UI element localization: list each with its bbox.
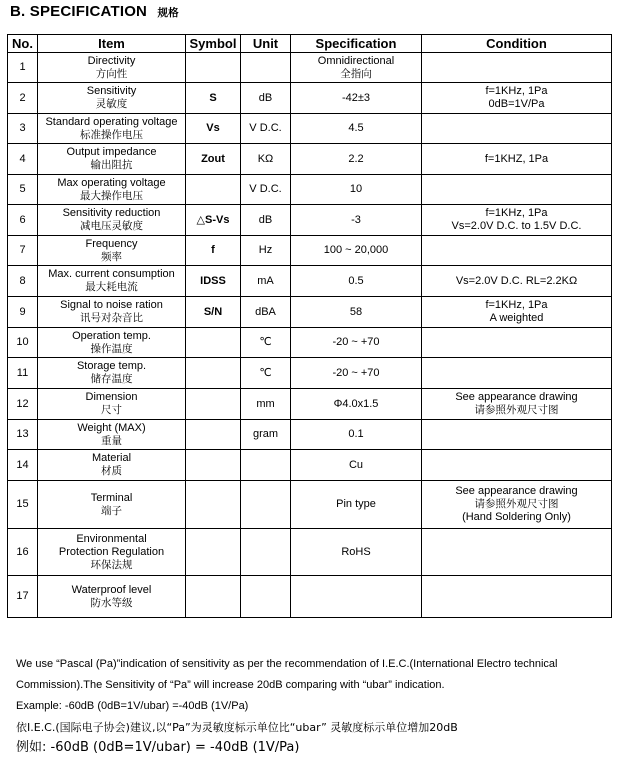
condition-cell: [422, 205, 612, 236]
specification-value: Cu: [348, 458, 364, 471]
condition-cell: [422, 144, 612, 175]
unit-cell: [241, 144, 291, 175]
specification-cell: [291, 576, 422, 618]
item-name-cn: 方向性: [95, 67, 128, 80]
condition-line: f=1KHZ, 1Pa: [484, 152, 549, 165]
specification-cell: [291, 205, 422, 236]
condition-cell: [422, 83, 612, 114]
table-row: [8, 576, 612, 618]
table-row: [8, 481, 612, 529]
specification-cell: [291, 144, 422, 175]
symbol-text: Zout: [201, 152, 225, 165]
specification-value: 0.5: [348, 274, 364, 287]
unit-text: V D.C.: [249, 183, 282, 195]
symbol-cell: [186, 328, 241, 358]
condition-cell: [422, 297, 612, 328]
unit-cell: [241, 481, 291, 529]
col-header-no: No.: [8, 35, 38, 53]
row-number: [8, 297, 38, 328]
item-name-cn: 减电压灵敏度: [80, 220, 143, 232]
specification-value: RoHS: [341, 545, 371, 558]
condition-line: Vs=2.0V D.C. RL=2.2KΩ: [455, 274, 578, 287]
row-number-text: 10: [16, 336, 29, 348]
item-cell: [38, 328, 186, 358]
unit-cell: [241, 205, 291, 236]
item-name-cn: 灵敏度: [95, 98, 128, 110]
item-name: Directivity: [87, 54, 136, 67]
table-row: [8, 236, 612, 266]
row-number-text: 17: [16, 590, 29, 602]
row-number: [8, 266, 38, 297]
row-number-text: 2: [19, 91, 26, 104]
unit-cell: [241, 266, 291, 297]
condition-line: 请参照外观尺寸图: [474, 404, 559, 416]
specification-cell: [291, 83, 422, 114]
note-line-1: We use “Pascal (Pa)”indication of sensitivity as per the recommendation of I.E.C.(International Electro technical: [16, 658, 558, 670]
row-number-text: 4: [19, 152, 26, 165]
specification-value: Pin type: [336, 498, 376, 510]
col-header-item: Item: [38, 35, 186, 53]
item-name-cn: 端子: [101, 504, 122, 517]
table-row: [8, 144, 612, 175]
specification-value: 10: [349, 183, 363, 195]
item-name: Weight (MAX): [77, 421, 146, 434]
unit-cell: [241, 236, 291, 266]
specification-value: 0.1: [348, 428, 364, 440]
symbol-cell: [186, 576, 241, 618]
row-number: [8, 53, 38, 83]
condition-cell: [422, 175, 612, 205]
table-row: [8, 53, 612, 83]
row-number: [8, 420, 38, 450]
item-cell: [38, 175, 186, 205]
item-name-cn: 防水等级: [90, 596, 133, 609]
table-row: [8, 297, 612, 328]
symbol-cell: [186, 205, 241, 236]
item-cell: [38, 53, 186, 83]
symbol-cell: [186, 358, 241, 389]
item-name: Storage temp.: [76, 360, 147, 372]
item-name: Frequency: [85, 237, 138, 250]
row-number-text: 15: [16, 498, 29, 510]
col-header-unit: Unit: [241, 35, 291, 53]
table-row: [8, 389, 612, 420]
item-name: Output impedance: [66, 146, 157, 158]
row-number: [8, 114, 38, 144]
item-name-cn: 尺寸: [101, 404, 122, 416]
row-number: [8, 529, 38, 576]
symbol-cell: [186, 266, 241, 297]
condition-line: f=1KHz, 1Pa: [485, 207, 548, 219]
condition-cell: [422, 420, 612, 450]
unit-cell: [241, 297, 291, 328]
unit-cell: [241, 83, 291, 114]
item-name-cn: 储存温度: [90, 373, 133, 385]
row-number-text: 6: [19, 213, 26, 226]
table-row: [8, 328, 612, 358]
item-cell: [38, 358, 186, 389]
symbol-cell: [186, 236, 241, 266]
item-cell: [38, 83, 186, 114]
table-row: [8, 266, 612, 297]
specification-value: Omnidirectional: [317, 54, 395, 67]
condition-cell: [422, 450, 612, 481]
symbol-cell: [186, 450, 241, 481]
item-cell: [38, 236, 186, 266]
unit-text: dB: [258, 91, 273, 104]
col-header-specification: Specification: [291, 35, 422, 53]
row-number: [8, 144, 38, 175]
condition-line: See appearance drawing: [455, 391, 578, 403]
specification-cell: [291, 481, 422, 529]
item-cell: [38, 297, 186, 328]
unit-text: ℃: [259, 336, 272, 348]
specification-value: -20 ~ +70: [332, 336, 380, 348]
specification-cell: [291, 236, 422, 266]
item-name-cn: 最大操作电压: [80, 189, 143, 202]
unit-text: Hz: [258, 244, 273, 256]
unit-cell: [241, 420, 291, 450]
specification-cell: [291, 53, 422, 83]
specification-cell: [291, 450, 422, 481]
condition-cell: [422, 358, 612, 389]
item-name: Standard operating voltage: [45, 115, 178, 128]
row-number-text: 8: [19, 274, 26, 287]
item-cell: [38, 205, 186, 236]
unit-cell: [241, 358, 291, 389]
symbol-text: f: [211, 244, 215, 256]
unit-cell: [241, 450, 291, 481]
condition-line: See appearance drawing: [455, 485, 578, 497]
condition-line: f=1KHz, 1Pa: [485, 299, 548, 311]
specification-value: -42±3: [341, 91, 371, 104]
item-name: Sensitivity reduction: [62, 207, 161, 219]
table-row: [8, 114, 612, 144]
unit-cell: [241, 529, 291, 576]
item-cell: [38, 420, 186, 450]
row-number: [8, 358, 38, 389]
row-number: [8, 205, 38, 236]
unit-text: ℃: [259, 366, 272, 379]
row-number: [8, 450, 38, 481]
item-name-cn: 操作温度: [90, 342, 133, 355]
row-number-text: 1: [19, 61, 26, 73]
unit-cell: [241, 328, 291, 358]
specification-cell: [291, 420, 422, 450]
condition-cell: [422, 236, 612, 266]
unit-cell: [241, 389, 291, 420]
symbol-text: IDSS: [200, 274, 226, 287]
symbol-cell: [186, 529, 241, 576]
specification-cell: [291, 297, 422, 328]
unit-text: mm: [256, 397, 275, 410]
unit-cell: [241, 114, 291, 144]
item-cell: [38, 114, 186, 144]
note-line-5: 例如: -60dB (0dB=1V/ubar) = -40dB (1V/Pa): [16, 740, 300, 755]
col-header-symbol: Symbol: [186, 35, 241, 53]
unit-text: dBA: [255, 305, 276, 318]
specification-table: [7, 34, 612, 618]
row-number: [8, 576, 38, 618]
symbol-cell: [186, 481, 241, 529]
item-name-cn: 重量: [101, 434, 122, 447]
specification-cell: [291, 358, 422, 389]
note-line-3: Example: -60dB (0dB=1V/ubar) =-40dB (1V/Pa): [16, 700, 249, 712]
specification-value: 58: [349, 305, 363, 318]
item-name-cn: 材质: [101, 465, 122, 477]
symbol-cell: [186, 144, 241, 175]
table-row: [8, 450, 612, 481]
condition-line: 0dB=1V/Pa: [488, 98, 545, 110]
symbol-text: S: [209, 91, 217, 104]
condition-cell: [422, 529, 612, 576]
row-number-text: 11: [16, 366, 29, 379]
specification-cell: [291, 266, 422, 297]
row-number-text: 3: [19, 122, 26, 134]
specification-cell: [291, 114, 422, 144]
unit-cell: [241, 53, 291, 83]
condition-cell: [422, 389, 612, 420]
condition-cell: [422, 576, 612, 618]
row-number-text: 12: [16, 397, 29, 410]
specification-value: -3: [351, 213, 361, 226]
table-row: [8, 529, 612, 576]
unit-text: V D.C.: [249, 122, 282, 134]
condition-line: f=1KHz, 1Pa: [485, 85, 548, 97]
item-name: Terminal: [90, 491, 133, 504]
item-name: Sensitivity: [86, 85, 137, 97]
condition-cell: [422, 328, 612, 358]
specification-value: 100 ~ 20,000: [323, 244, 389, 256]
item-name-cn: 最大耗电流: [85, 281, 138, 293]
item-name-cn: 讯号对杂音比: [80, 312, 143, 324]
specification-value: 4.5: [348, 122, 364, 134]
specification-value: -20 ~ +70: [332, 366, 380, 379]
condition-cell: [422, 266, 612, 297]
specification-value-cn: 全指向: [340, 67, 372, 80]
table-header-row: [8, 35, 612, 53]
row-number: [8, 83, 38, 114]
note-line-4: 依I.E.C.(国际电子协会)建议,以“Pa”为灵敏度标示单位比“ubar” 灵敏度标示单位增加20dB: [16, 721, 458, 734]
symbol-cell: [186, 175, 241, 205]
unit-cell: [241, 175, 291, 205]
section-title-en: B. SPECIFICATION: [10, 3, 148, 20]
table-row: [8, 83, 612, 114]
symbol-text: Vs: [206, 122, 220, 134]
symbol-cell: [186, 83, 241, 114]
symbol-cell: [186, 297, 241, 328]
item-name: Waterproof level: [71, 583, 152, 596]
condition-cell: [422, 481, 612, 529]
specification-cell: [291, 328, 422, 358]
symbol-cell: [186, 114, 241, 144]
item-name-cn: 环保法规: [90, 558, 133, 571]
row-number-text: 13: [16, 428, 29, 440]
table-row: [8, 358, 612, 389]
item-name: Operation temp.: [72, 329, 151, 342]
condition-cell: [422, 53, 612, 83]
item-name: Material: [91, 452, 132, 464]
item-cell: [38, 450, 186, 481]
row-number: [8, 236, 38, 266]
item-name: Signal to noise ration: [60, 299, 163, 311]
specification-value: Φ4.0x1.5: [333, 397, 379, 410]
item-name: Dimension: [85, 391, 138, 403]
condition-line: Vs=2.0V D.C. to 1.5V D.C.: [451, 220, 582, 232]
item-cell: [38, 389, 186, 420]
row-number-text: 16: [16, 545, 29, 558]
unit-cell: [241, 576, 291, 618]
item-cell: [38, 266, 186, 297]
condition-line: 请参照外观尺寸图: [474, 498, 559, 510]
row-number-text: 14: [16, 458, 29, 471]
symbol-cell: [186, 389, 241, 420]
item-cell: [38, 144, 186, 175]
unit-text: KΩ: [257, 152, 274, 165]
note-line-2: Commission).The Sensitivity of “Pa” will increase 20dB comparing with “ubar” indication.: [16, 679, 445, 691]
unit-text: mA: [257, 274, 274, 287]
table-row: [8, 420, 612, 450]
item-cell: [38, 529, 186, 576]
row-number: [8, 389, 38, 420]
item-cell: [38, 576, 186, 618]
row-number: [8, 328, 38, 358]
symbol-cell: [186, 420, 241, 450]
specification-cell: [291, 175, 422, 205]
col-header-condition: Condition: [422, 35, 612, 53]
symbol-text: S/N: [203, 305, 223, 318]
item-name-line2: Protection Regulation: [58, 545, 165, 558]
specification-value: 2.2: [348, 152, 364, 165]
unit-text: gram: [252, 428, 279, 440]
condition-cell: [422, 114, 612, 144]
item-name: Environmental: [76, 532, 147, 545]
specification-cell: [291, 529, 422, 576]
table-row: [8, 205, 612, 236]
condition-line: A weighted: [489, 312, 544, 324]
row-number-text: 9: [19, 305, 26, 318]
row-number-text: 5: [19, 183, 26, 195]
notes: [16, 654, 616, 758]
table-row: [8, 175, 612, 205]
section-title: [10, 3, 179, 20]
unit-text: dB: [258, 213, 273, 226]
section-title-cn: 规格: [157, 7, 179, 19]
item-cell: [38, 481, 186, 529]
item-name-cn: 标准操作电压: [80, 128, 143, 141]
specification-cell: [291, 389, 422, 420]
item-name-cn: 频率: [101, 250, 122, 263]
item-name: Max. current consumption: [48, 268, 175, 280]
item-name: Max operating voltage: [57, 176, 166, 189]
row-number: [8, 481, 38, 529]
symbol-cell: [186, 53, 241, 83]
condition-line: (Hand Soldering Only): [462, 511, 571, 523]
item-name-cn: 输出阻抗: [90, 159, 133, 171]
row-number-text: 7: [19, 244, 26, 256]
row-number: [8, 175, 38, 205]
symbol-text: △S-Vs: [196, 213, 230, 226]
